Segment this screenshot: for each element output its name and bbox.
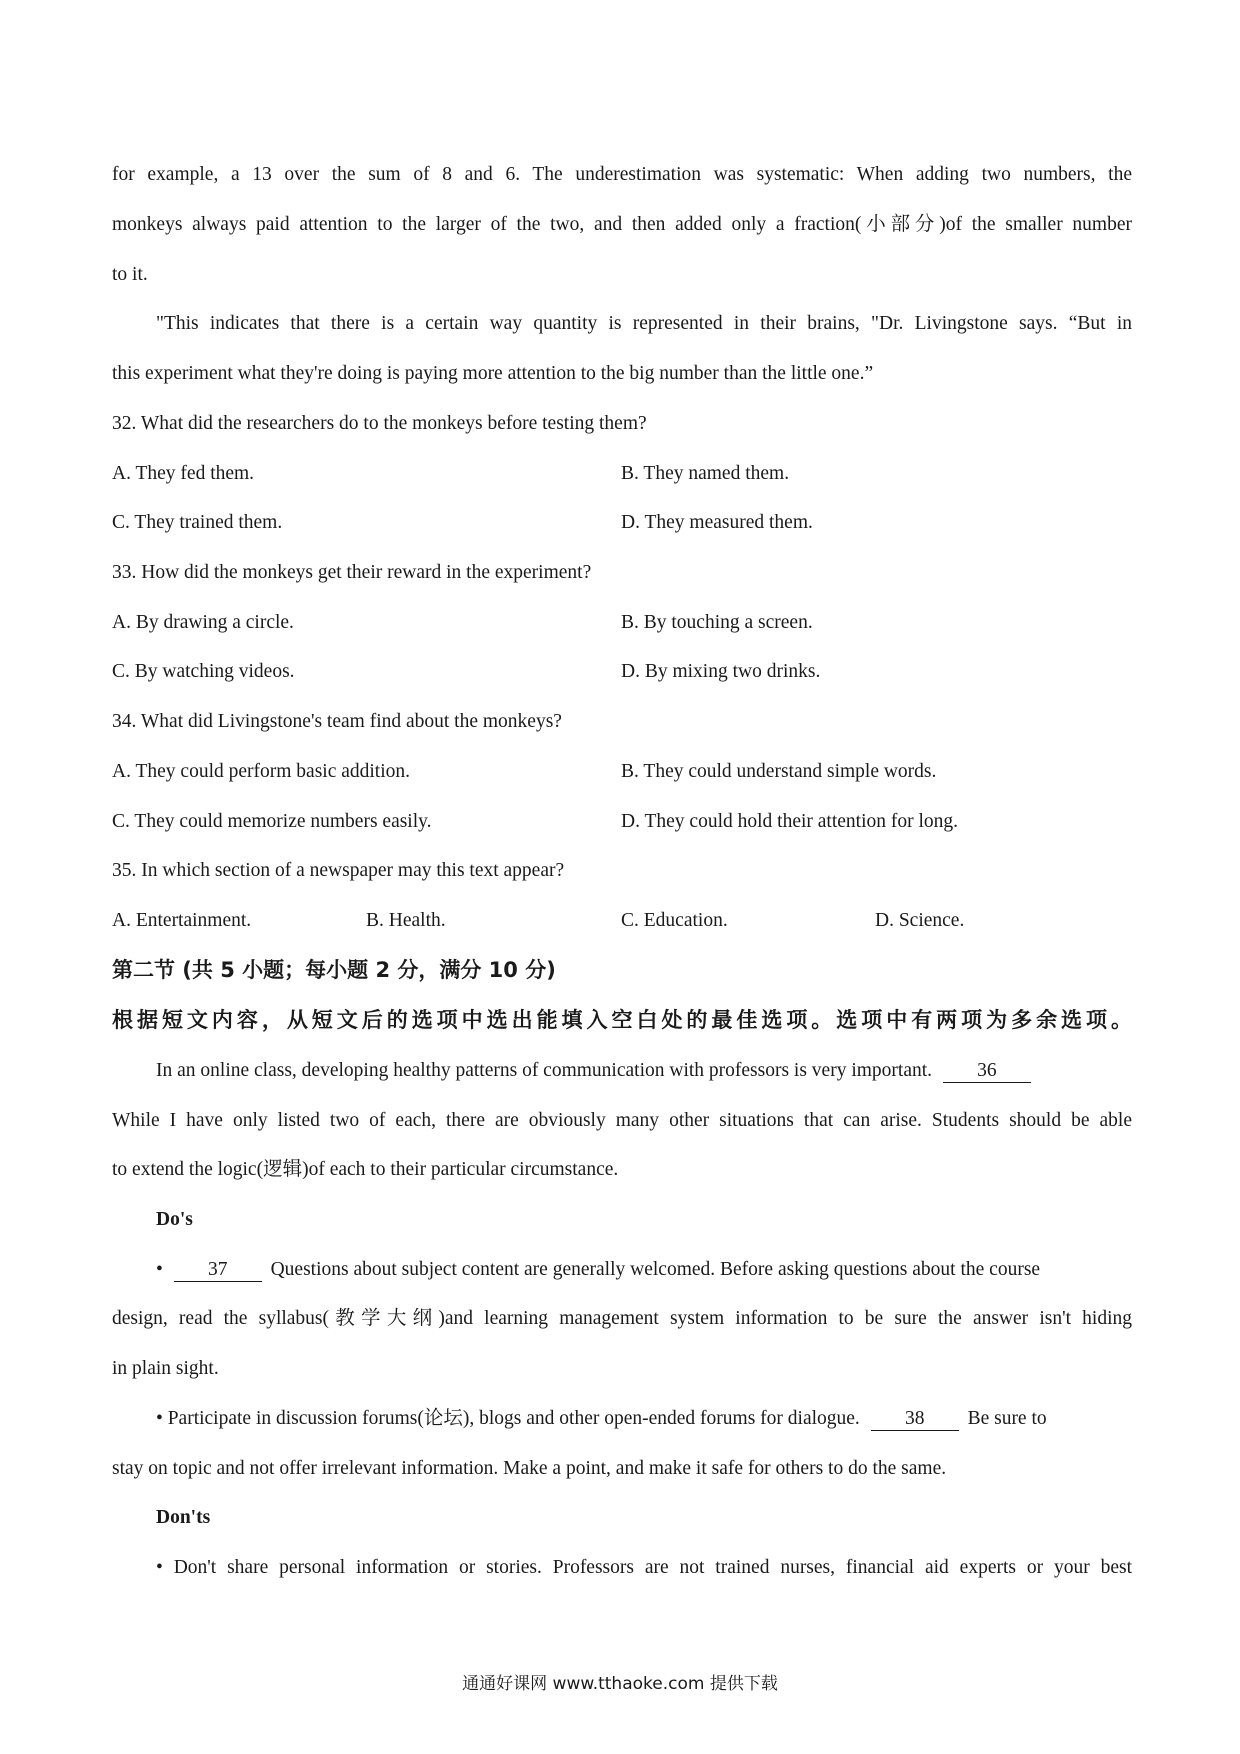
passage-line: stay on topic and not offer irrelevant information. Make a point, and make it safe for others to do the same. bbox=[112, 1458, 947, 1479]
option-d: D. They measured them. bbox=[621, 512, 813, 533]
option-c: C. They could memorize numbers easily. bbox=[112, 811, 432, 832]
passage-line bbox=[156, 1406, 1132, 1432]
dos-heading: Do's bbox=[156, 1209, 193, 1230]
option-a: A. Entertainment. bbox=[112, 910, 252, 931]
option-c: C. They trained them. bbox=[112, 512, 283, 533]
passage-line: for example, a 13 over the sum of 8 and 6. The underestimation was systematic: When adding two numbers, the bbox=[112, 164, 1132, 185]
bullet: • bbox=[156, 1259, 163, 1280]
option-d: D. They could hold their attention for long. bbox=[621, 811, 959, 832]
option-a: A. They could perform basic addition. bbox=[112, 761, 411, 782]
option-a: A. By drawing a circle. bbox=[112, 612, 294, 633]
passage-text: Be sure to bbox=[967, 1408, 1047, 1429]
passage-line: design, read the syllabus(教学大纲)and learning management system information to be sure the answer isn't hiding bbox=[112, 1308, 1132, 1329]
question-stem: 32. What did the researchers do to the monkeys before testing them? bbox=[112, 413, 647, 434]
option-b: B. They named them. bbox=[621, 463, 790, 484]
passage-line bbox=[156, 1058, 1132, 1084]
option-b: B. They could understand simple words. bbox=[621, 761, 937, 782]
passage-line: in plain sight. bbox=[112, 1358, 219, 1379]
question-stem: 33. How did the monkeys get their reward in the experiment? bbox=[112, 562, 592, 583]
page-footer: 通通好课网 www.tthaoke.com 提供下载 bbox=[462, 1674, 778, 1694]
passage-line: "This indicates that there is a certain way quantity is represented in their brains, "Dr. Livingstone says. “But in bbox=[156, 313, 1132, 334]
passage-text: Questions about subject content are generally welcomed. Before asking questions about the course bbox=[270, 1259, 1041, 1280]
passage-text: In an online class, developing healthy patterns of communication with professors is very important. bbox=[156, 1060, 933, 1081]
passage-line: While I have only listed two of each, there are obviously many other situations that can arise. Students should be able bbox=[112, 1110, 1132, 1131]
section-instruction: 根据短文内容，从短文后的选项中选出能填入空白处的最佳选项。选项中有两项为多余选项。 bbox=[112, 1008, 1132, 1032]
option-c: C. By watching videos. bbox=[112, 661, 295, 682]
passage-line: • Don't share personal information or stories. Professors are not trained nurses, financial aid experts or your best bbox=[156, 1557, 1132, 1578]
blank-38: 38 bbox=[871, 1408, 959, 1431]
passage-line: to extend the logic(逻辑)of each to their particular circumstance. bbox=[112, 1159, 619, 1180]
option-d: D. By mixing two drinks. bbox=[621, 661, 821, 682]
option-b: B. Health. bbox=[366, 910, 446, 931]
section-heading: 第二节 (共 5 小题；每小题 2 分，满分 10 分) bbox=[112, 958, 556, 982]
option-d: D. Science. bbox=[875, 910, 965, 931]
donts-heading: Don'ts bbox=[156, 1507, 211, 1528]
blank-36: 36 bbox=[943, 1060, 1031, 1083]
passage-line: to it. bbox=[112, 264, 148, 285]
passage-text: • Participate in discussion forums(论坛), blogs and other open-ended forums for dialogue. bbox=[156, 1408, 860, 1429]
question-stem: 35. In which section of a newspaper may this text appear? bbox=[112, 860, 565, 881]
passage-line: this experiment what they're doing is paying more attention to the big number than the little one.” bbox=[112, 363, 874, 384]
option-c: C. Education. bbox=[621, 910, 728, 931]
question-stem: 34. What did Livingstone's team find about the monkeys? bbox=[112, 711, 562, 732]
option-a: A. They fed them. bbox=[112, 463, 255, 484]
option-b: B. By touching a screen. bbox=[621, 612, 813, 633]
blank-37: 37 bbox=[174, 1259, 262, 1282]
passage-line: monkeys always paid attention to the larger of the two, and then added only a fraction(小部分)of the smaller number bbox=[112, 214, 1132, 235]
passage-line bbox=[156, 1257, 1132, 1283]
